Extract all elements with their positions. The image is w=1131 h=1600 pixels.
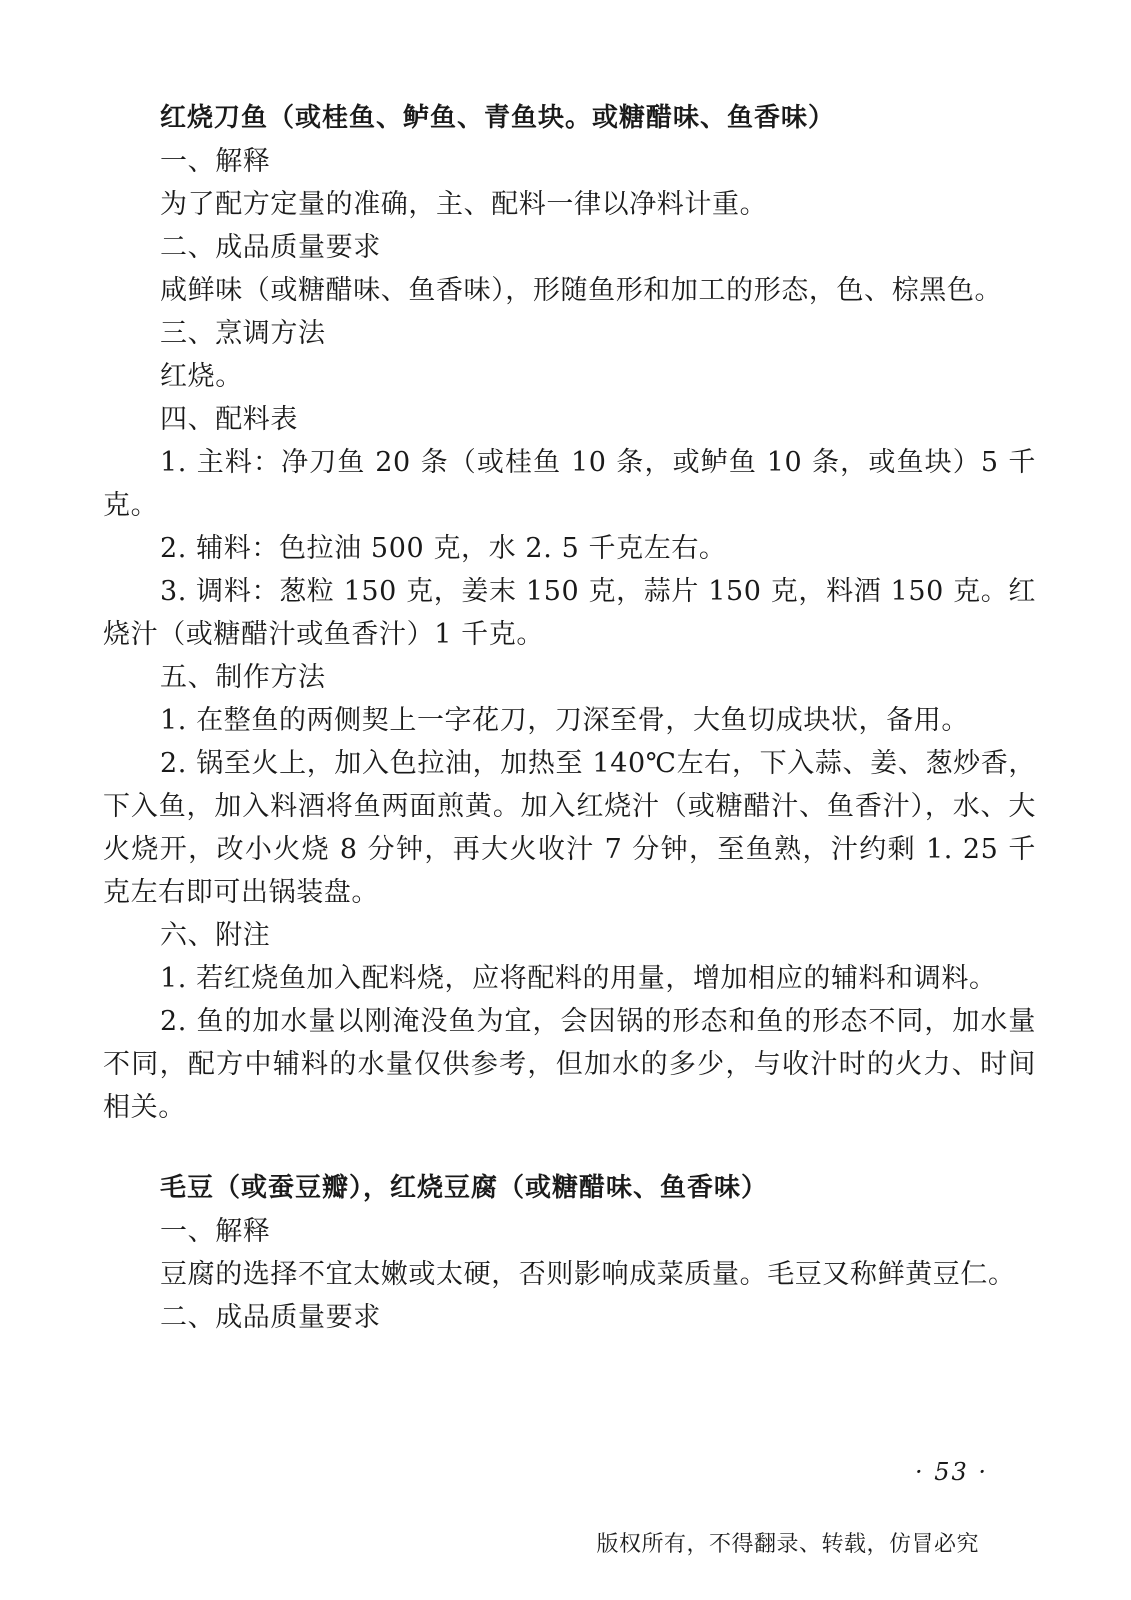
section-spacer <box>103 1129 1036 1167</box>
ingredient-main: 1. 主料：净刀鱼 20 条（或桂鱼 10 条，或鲈鱼 10 条，或鱼块）5 千克。 <box>103 447 1036 521</box>
main-text <box>103 97 1036 1339</box>
paragraph-explanation: 为了配方定量的准确，主、配料一律以净料计重。 <box>160 189 768 220</box>
paragraph-quality: 咸鲜味（或糖醋味、鱼香味），形随鱼形和加工的形态，色、棕黑色。 <box>160 275 1003 306</box>
section-heading-quality: 二、成品质量要求 <box>160 232 381 263</box>
section-heading-quality-2: 二、成品质量要求 <box>160 1302 381 1333</box>
page-number: · 53 · <box>914 1458 988 1486</box>
ingredient-auxiliary: 2. 辅料：色拉油 500 克，水 2. 5 千克左右。 <box>160 533 727 564</box>
section-heading-preparation: 五、制作方法 <box>160 662 326 693</box>
preparation-step-2: 2. 锅至火上，加入色拉油，加热至 140℃左右，下入蒜、姜、葱炒香，下入鱼，加入料酒将鱼两面煎黄。加入红烧汁（或糖醋汁、鱼香汁），水、大火烧开，改小火烧 8 分钟，再大火收汁 7 分钟，至鱼熟，汁约剩 1. 25 千克左右即可出锅装盘。 <box>103 748 1036 908</box>
section-heading-notes: 六、附注 <box>160 920 271 951</box>
recipe-title-hongshao-doufu: 毛豆（或蚕豆瓣），红烧豆腐（或糖醋味、鱼香味） <box>160 1173 769 1203</box>
copyright-notice: 版权所有，不得翻录、转载，仿冒必究 <box>596 1532 979 1557</box>
recipe-title-hongshao-daoyu: 红烧刀鱼（或桂鱼、鲈鱼、青鱼块。或糖醋味、鱼香味） <box>160 103 836 133</box>
note-1: 1. 若红烧鱼加入配料烧，应将配料的用量，增加相应的辅料和调料。 <box>160 963 997 994</box>
ingredient-seasoning: 3. 调料：葱粒 150 克，姜末 150 克，蒜片 150 克，料酒 150 克。红烧汁（或糖醋汁或鱼香汁）1 千克。 <box>103 576 1036 650</box>
note-2: 2. 鱼的加水量以刚淹没鱼为宜，会因锅的形态和鱼的形态不同，加水量不同，配方中辅料的水量仅供参考，但加水的多少，与收汁时的火力、时间相关。 <box>103 1006 1036 1123</box>
section-heading-method: 三、烹调方法 <box>160 318 326 349</box>
preparation-step-1: 1. 在整鱼的两侧契上一字花刀，刀深至骨，大鱼切成块状，备用。 <box>160 705 969 736</box>
paragraph-explanation-2: 豆腐的选择不宜太嫩或太硬，否则影响成菜质量。毛豆又称鲜黄豆仁。 <box>160 1259 1016 1290</box>
paragraph-method: 红烧。 <box>160 361 243 392</box>
section-heading-explanation-2: 一、解释 <box>160 1216 271 1247</box>
section-heading-ingredients: 四、配料表 <box>160 404 298 435</box>
section-heading-explanation: 一、解释 <box>160 146 271 177</box>
